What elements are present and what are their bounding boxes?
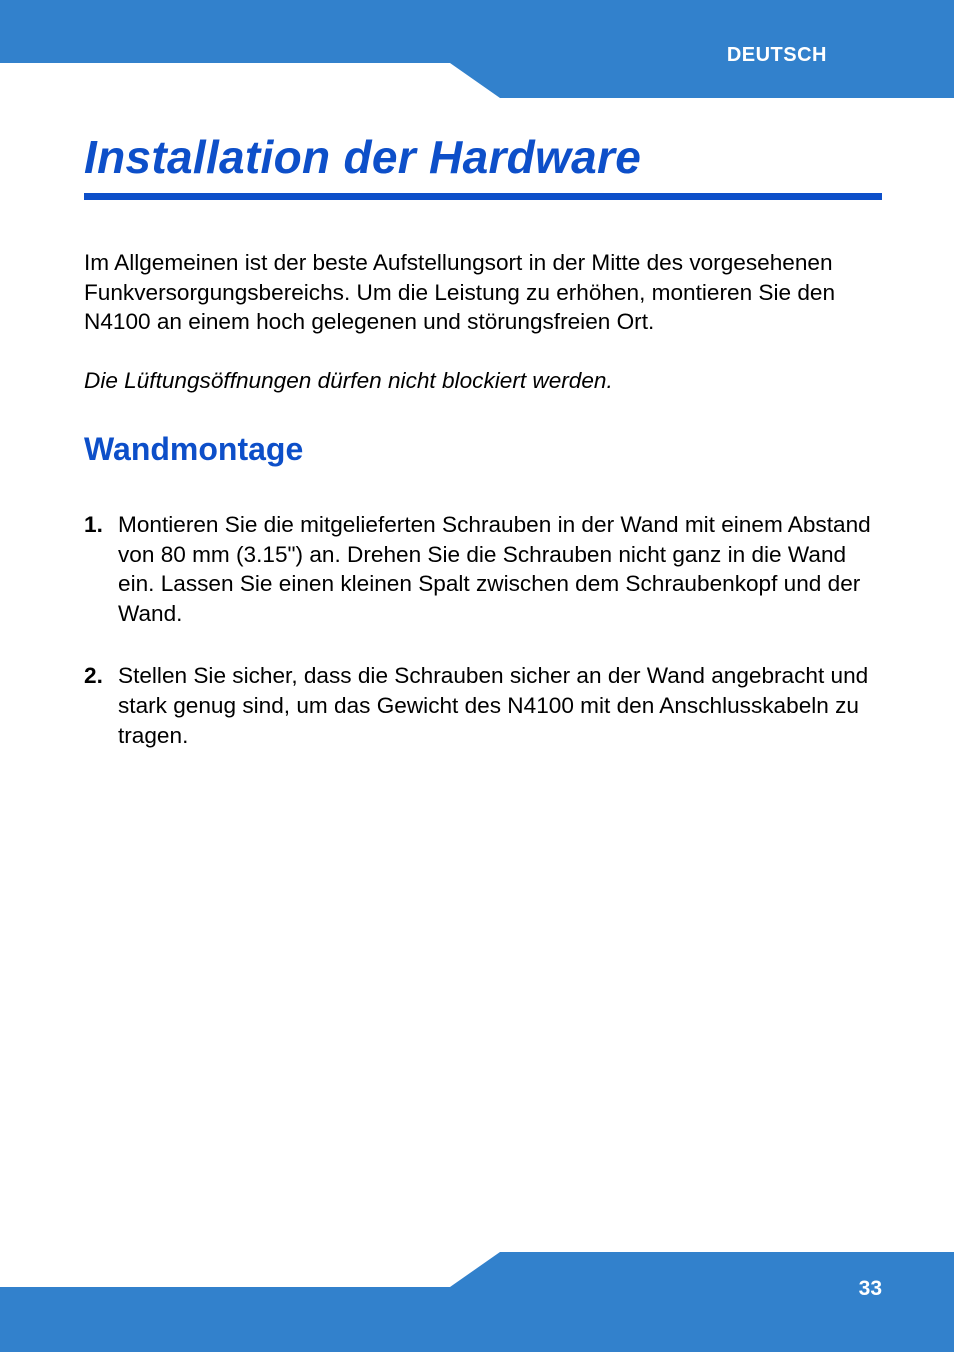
section-heading: Wandmontage: [84, 430, 304, 467]
intro-paragraph: Im Allgemeinen ist der beste Aufstellungsort in der Mitte des vorgesehenen Funkversorgungsbereichs. Um die Leistung zu erhöhen, montieren Sie den N4100 an einem hoch gelegenen und störungsfreien Ort.: [84, 250, 836, 335]
title-underline: [84, 193, 882, 200]
step-number: 2.: [84, 663, 103, 689]
ventilation-note: Die Lüftungsöffnungen dürfen nicht blockiert werden.: [84, 368, 613, 394]
step-text: Montieren Sie die mitgelieferten Schrauben in der Wand mit einem Abstand von 80 mm (3.15") an. Drehen Sie die Schrauben nicht ganz in die Wand ein. Lassen Sie einen kleinen Spalt zwischen dem Schraubenkopf und der Wand.: [118, 511, 871, 626]
step-list: [84, 510, 884, 750]
footer-band: [0, 1252, 954, 1352]
step-number: 1.: [84, 511, 103, 537]
step-item: [84, 510, 884, 628]
page-number: 33: [858, 1277, 882, 1300]
language-label: DEUTSCH: [726, 44, 827, 66]
page-content: [84, 248, 884, 750]
page-title: Installation der Hardware: [84, 131, 642, 183]
step-text: Stellen Sie sicher, dass die Schrauben sicher an der Wand angebracht und stark genug sind, um das Gewicht des N4100 mit den Anschlusskabeln zu tragen.: [118, 663, 869, 748]
step-item: [84, 661, 884, 750]
